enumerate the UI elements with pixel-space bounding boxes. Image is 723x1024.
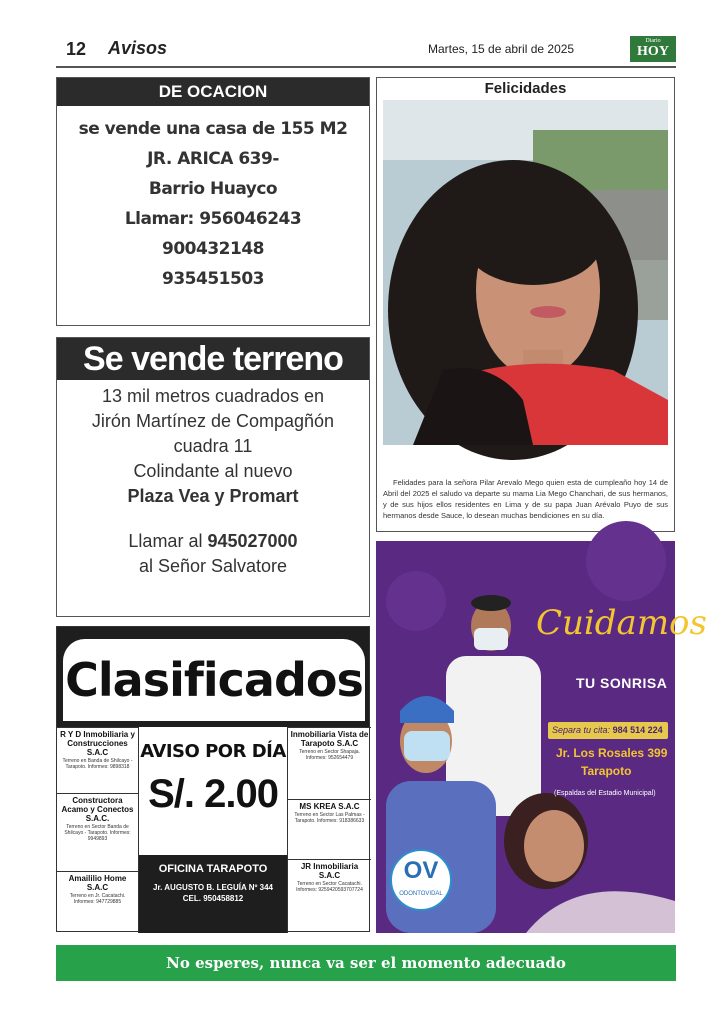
land-ad-line: 13 mil metros cuadrados en [101, 386, 325, 406]
logo-small-text: Diario [645, 38, 661, 44]
classifieds-banner [57, 627, 369, 727]
classified-entry-name: Inmobiliaria Vista de Tarapoto S.A.C [290, 730, 369, 748]
classified-entry-text: Terreno en Jr. Cacatachi. Informes: 947729885 [69, 893, 126, 905]
clinic-logo-subtext: ODONTOVIDAL [399, 891, 443, 897]
house-ad-line: Barrio Huayco [148, 179, 278, 199]
house-ad-title: DE OCACION [57, 78, 369, 106]
classified-entry-text: Terreno en Banda de Shilcayo - Tarapoto. Informes: 9898318 [62, 758, 133, 770]
classifieds-aviso-label: AVISO POR DÍA [140, 741, 286, 762]
land-ad-call-prefix: Llamar al [128, 531, 208, 551]
land-ad-stores: Plaza Vea y Promart [127, 486, 299, 506]
birthday-title: Felicidades [484, 80, 567, 97]
classifieds-office [139, 855, 287, 933]
clinic-logo [390, 849, 452, 911]
land-ad-line: Colindante al nuevo [133, 461, 293, 481]
birthday-notice [376, 77, 675, 532]
land-ad-call [57, 529, 369, 554]
classified-entry [57, 793, 138, 871]
section-title: Avisos [108, 38, 168, 58]
footer-slogan: No esperes, nunca va ser el momento adecuado [166, 954, 566, 972]
land-ad-phone: 945027000 [207, 531, 298, 551]
classified-entry-name: Amaililio Home S.A.C [68, 874, 127, 892]
classified-entry [288, 859, 371, 933]
classified-entry-text: Terreno en Sector Shapaja. Informes: 952654479 [299, 749, 360, 761]
ad-appointment-label: Separa tu cita: [552, 725, 611, 735]
birthday-photo [383, 100, 668, 445]
page-number: 12 [66, 39, 87, 59]
logo-big-text: HOY [637, 44, 669, 59]
ad-appointment-bar [548, 722, 668, 739]
office-address: Jr. AUGUSTO B. LEGUÍA Nº 344 [153, 883, 273, 892]
ad-subhead: TU SONRISA [576, 675, 668, 691]
classifieds-block [56, 626, 370, 932]
classifieds-title-pill [63, 639, 365, 721]
dental-clinic-ad [376, 541, 707, 933]
house-ad-body [57, 106, 369, 294]
classifieds-price-panel [139, 727, 287, 933]
land-sale-ad [56, 337, 370, 617]
page-header [56, 36, 676, 66]
birthday-caption: Felidades para la señora Pilar Arevalo Mego quien esta de cumpleaño hoy 14 de Abril del 2025 el saludo va departe su mama Lia Mego Chanchari, de sus hermanos, y de sus hijos ellos residentes en Lima y de su papa Juan Arévalo Puyo de sus hermanos desde Sauce, lo desean muchas bendiciones en su día. [383, 478, 668, 520]
ad-appointment-phone: 984 514 224 [612, 725, 663, 735]
classified-entry-text: Terreno en Sector Banda de Shilcayo - Tarapoto. Informes: 9949893 [64, 824, 131, 842]
ad-headline: Cuidamos [536, 603, 707, 643]
land-ad-line: Jirón Martínez de Compagñón [91, 411, 335, 431]
classifieds-title: Clasificados [65, 653, 363, 707]
classifieds-left-column [57, 727, 139, 933]
clinic-logo-text: OV [403, 857, 439, 884]
land-ad-title: Se vende terreno [57, 338, 369, 380]
classified-entry-text: Terreno en Sector Las Palmas - Tarapoto. Informes: 918386633 [294, 812, 365, 824]
land-ad-body [57, 380, 369, 579]
house-sale-ad [56, 77, 370, 326]
footer-slogan-bar [56, 945, 676, 981]
newspaper-logo [630, 36, 676, 62]
land-ad-line [57, 484, 369, 509]
issue-date: Martes, 15 de abril de 2025 [428, 42, 575, 56]
house-ad-line: 900432148 [162, 239, 264, 259]
header-rule [56, 66, 676, 68]
house-ad-line: Llamar: 956046243 [124, 209, 302, 229]
classified-entry-name: JR Inmobiliaria S.A.C [300, 862, 359, 880]
house-ad-line: se vende una casa de 155 M2 [78, 119, 348, 139]
classified-entry [288, 799, 371, 859]
ad-reference: (Espaldas del Estadio Municipal) [554, 790, 656, 797]
classified-entry-name: MS KREA S.A.C [299, 802, 360, 811]
land-ad-line: al Señor Salvatore [138, 556, 288, 576]
classifieds-right-column [287, 727, 371, 933]
house-ad-line: JR. ARICA 639- [147, 149, 279, 169]
ad-address: Jr. Los Rosales 399 [556, 746, 668, 760]
classifieds-price: S/. 2.00 [148, 772, 278, 816]
birthday-portrait [383, 100, 668, 445]
office-phone: CEL. 950458812 [182, 894, 244, 903]
classified-entry [57, 727, 138, 793]
classified-entry-text: Terreno en Sector Cacatachi. Informes: 9259420593707724 [296, 881, 363, 893]
house-ad-line: 935451503 [162, 269, 264, 289]
classified-entry [57, 871, 138, 933]
classified-entry-name: R Y D Inmobiliaria y Construcciones S.A.C [60, 730, 135, 757]
office-title: OFICINA TARAPOTO [158, 863, 268, 875]
classified-entry [288, 727, 371, 799]
land-ad-line: cuadra 11 [173, 436, 253, 456]
classified-entry-name: Constructora Acamo y Conectos S.A.C. [61, 796, 134, 823]
ad-city: Tarapoto [581, 764, 632, 778]
